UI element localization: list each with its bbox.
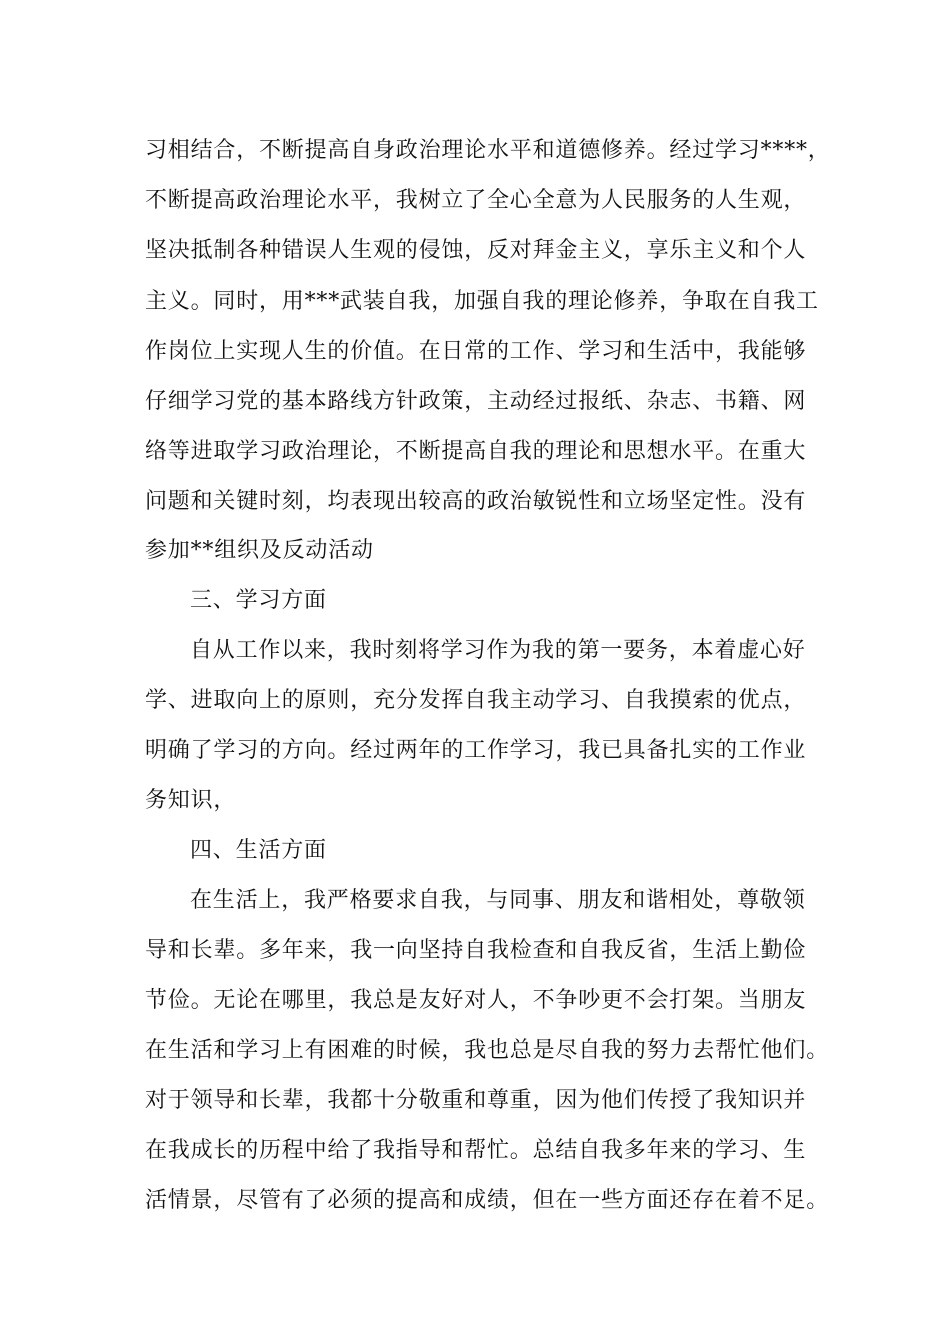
paragraph-line: 在生活上，我严格要求自我，与同事、朋友和谐相处，尊敬领 xyxy=(190,888,806,913)
paragraph-line: 节俭。无论在哪里，我总是友好对人，不争吵更不会打架。当朋友 xyxy=(145,988,807,1013)
paragraph-line: 作岗位上实现人生的价值。在日常的工作、学习和生活中，我能够 xyxy=(145,339,807,364)
paragraph-line: 主义。同时，用***武装自我，加强自我的理论修养，争取在自我工 xyxy=(145,289,819,314)
paragraph-line: 问题和关键时刻，均表现出较高的政治敏锐性和立场坚定性。没有 xyxy=(145,489,807,514)
paragraph-line: 在我成长的历程中给了我指导和帮忙。总结自我多年来的学习、生 xyxy=(145,1138,807,1163)
paragraph-line: 习相结合，不断提高自身政治理论水平和道德修养。经过学习****， xyxy=(145,138,831,163)
paragraph-line: 导和长辈。多年来，我一向坚持自我检查和自我反省，生活上勤俭 xyxy=(145,938,807,963)
paragraph-line: 活情景，尽管有了必须的提高和成绩，但在一些方面还存在着不足。 xyxy=(145,1188,830,1213)
paragraph-line: 坚决抵制各种错误人生观的侵蚀，反对拜金主义，享乐主义和个人 xyxy=(145,238,807,263)
paragraph-line: 参加**组织及反动活动 xyxy=(145,538,374,563)
paragraph-line: 对于领导和长辈，我都十分敬重和尊重，因为他们传授了我知识并 xyxy=(145,1088,807,1113)
paragraph-line: 明确了学习的方向。经过两年的工作学习，我已具备扎实的工作业 xyxy=(145,738,807,763)
paragraph-line: 自从工作以来，我时刻将学习作为我的第一要务，本着虚心好 xyxy=(190,638,806,663)
paragraph-line: 仔细学习党的基本路线方针政策，主动经过报纸、杂志、书籍、网 xyxy=(145,389,807,414)
paragraph-line: 务知识， xyxy=(145,788,237,813)
paragraph-line: 络等进取学习政治理论，不断提高自我的理论和思想水平。在重大 xyxy=(145,439,807,464)
paragraph-line: 在生活和学习上有困难的时候，我也总是尽自我的努力去帮忙他们。 xyxy=(145,1038,830,1063)
paragraph-line: 不断提高政治理论水平，我树立了全心全意为人民服务的人生观， xyxy=(145,188,807,213)
section-heading-life: 四、生活方面 xyxy=(190,838,327,863)
paragraph-line: 学、进取向上的原则，充分发挥自我主动学习、自我摸索的优点， xyxy=(145,688,807,713)
section-heading-study: 三、学习方面 xyxy=(190,588,327,613)
